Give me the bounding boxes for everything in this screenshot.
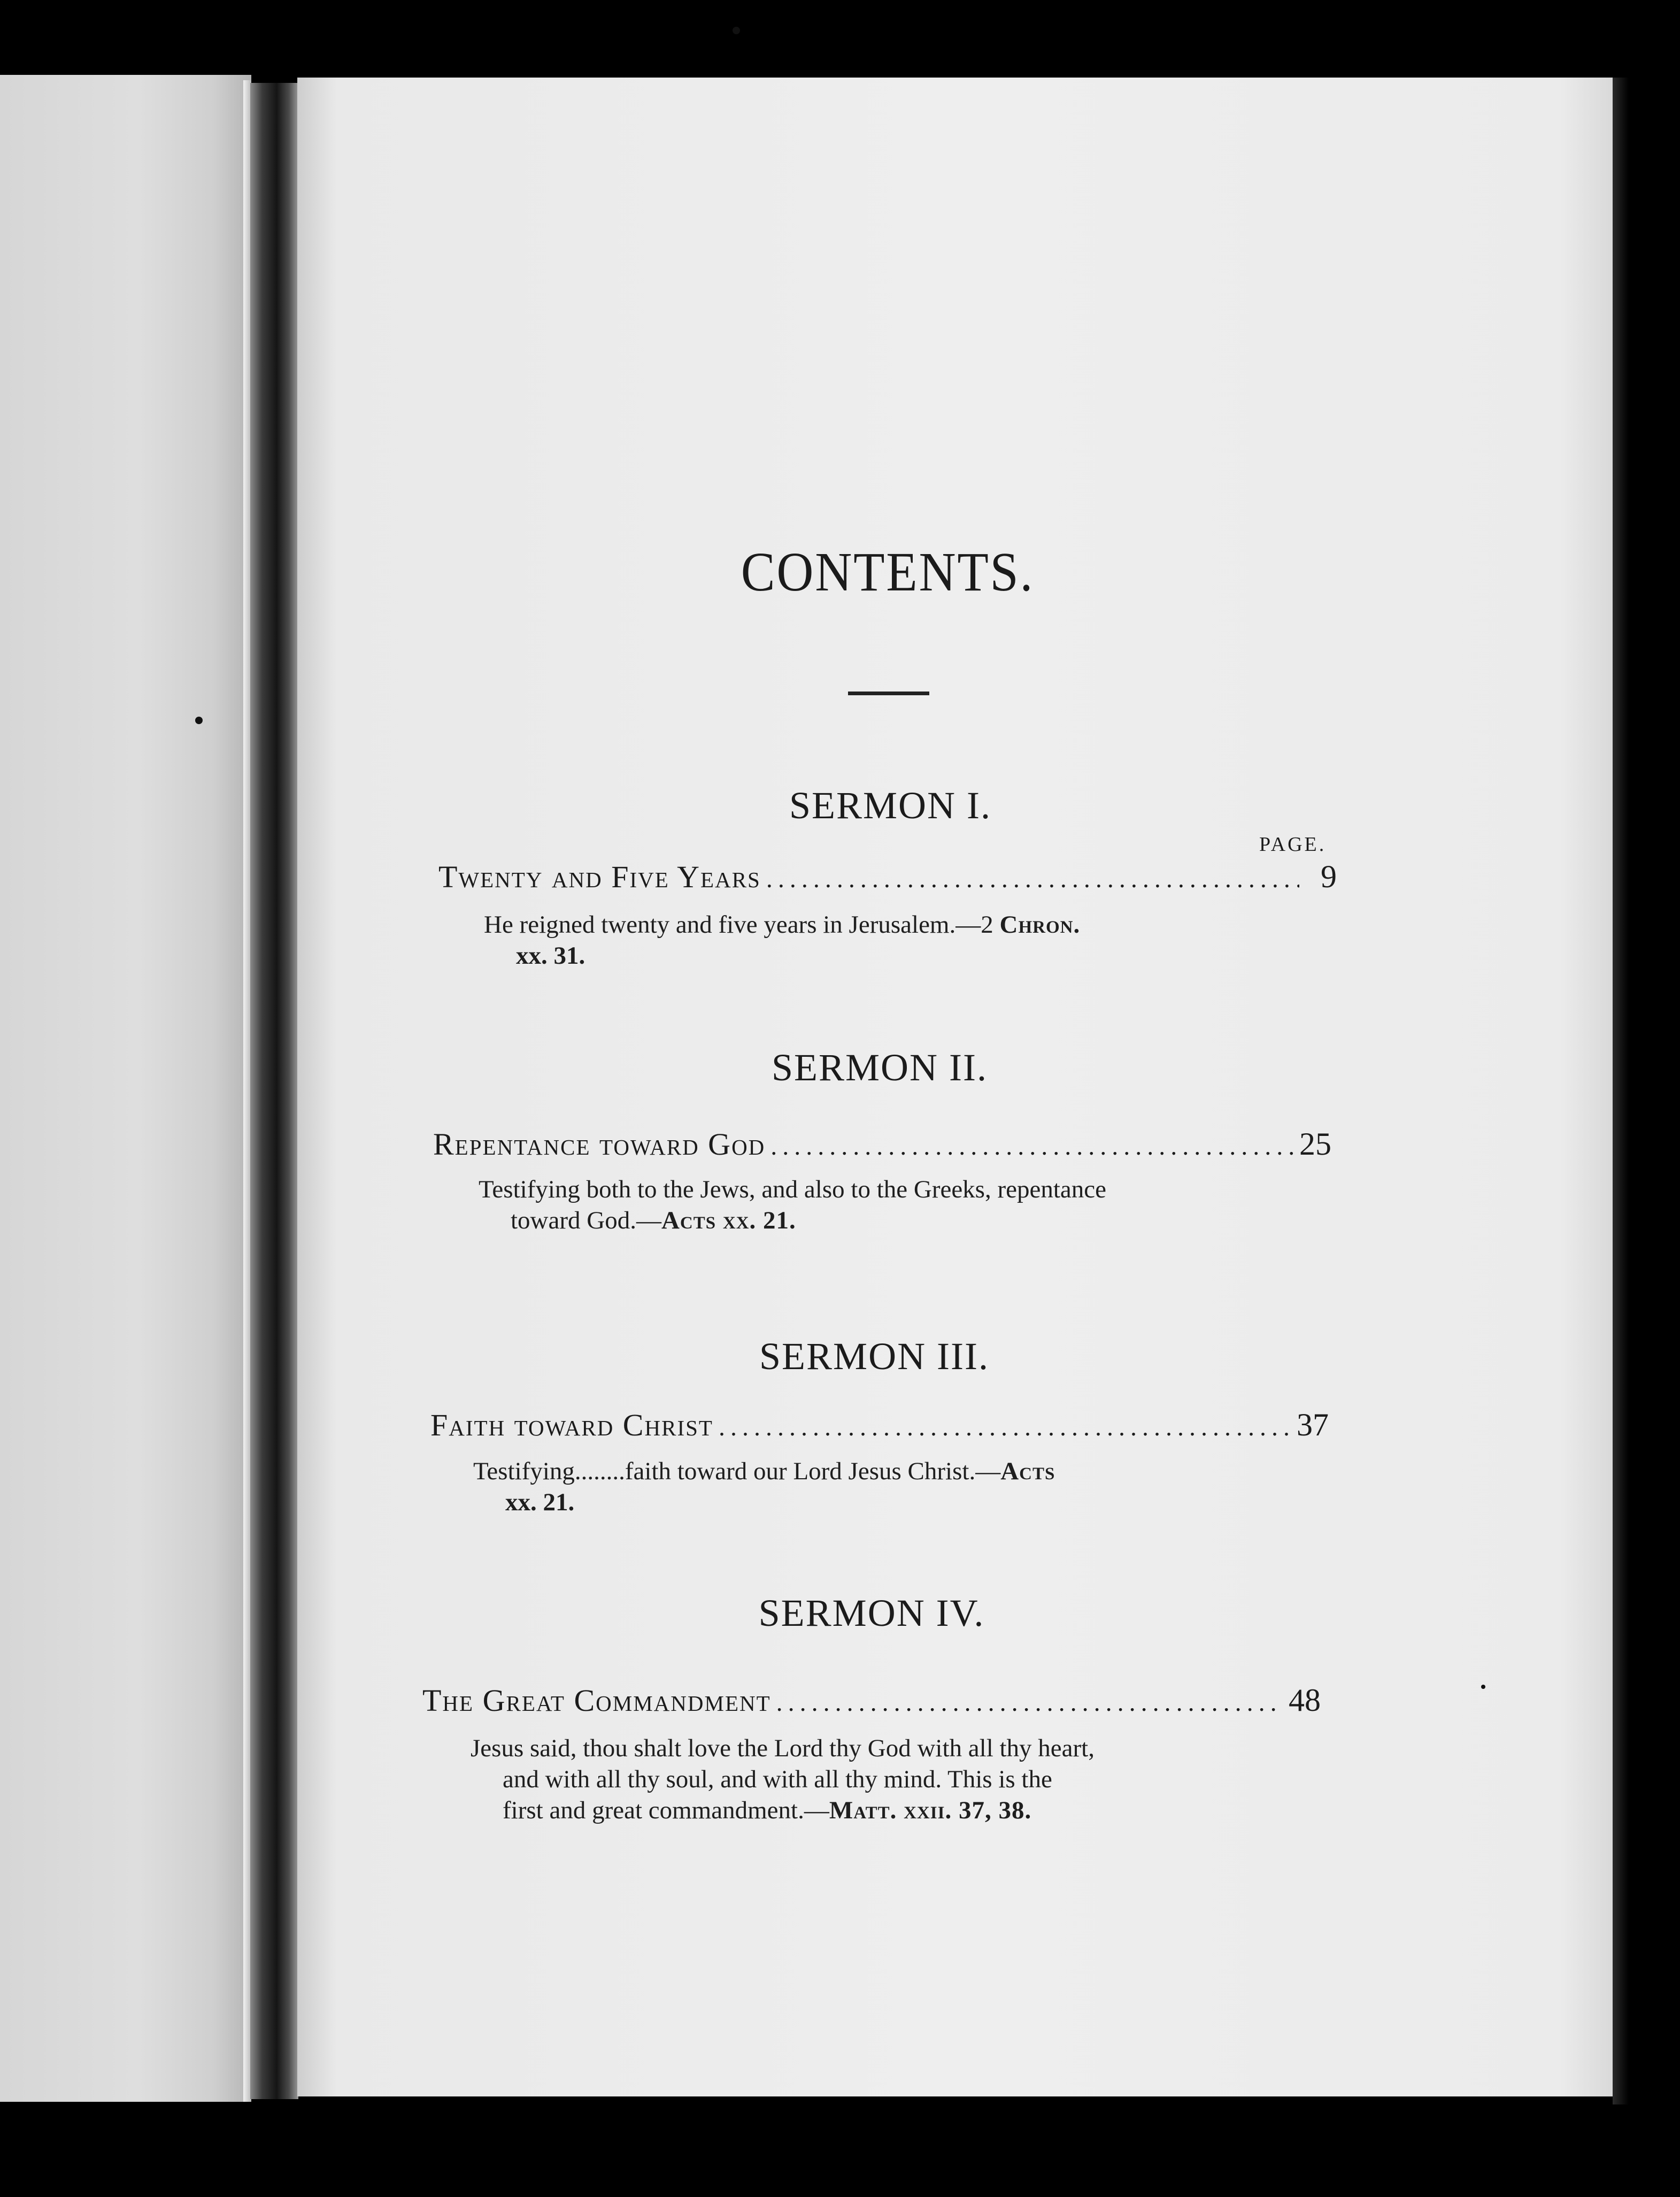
epigraph — [484, 909, 1286, 971]
epigraph — [479, 1174, 1334, 1236]
epigraph-text-cont: first and great commandment.— — [503, 1796, 829, 1824]
sermon-heading: SERMON IV. — [758, 1592, 985, 1634]
dot-leader — [719, 1412, 1291, 1442]
entry-page-number: 37 — [1297, 1407, 1329, 1442]
spine-edge — [243, 80, 251, 2102]
sermon-heading: SERMON I. — [789, 784, 992, 827]
left-page — [0, 75, 251, 2102]
epigraph — [473, 1456, 1329, 1518]
dot-leader — [766, 864, 1299, 894]
scripture-reference: Matt. xxii. 37, 38. — [829, 1796, 1032, 1824]
scripture-reference-cont: xx. 21. — [505, 1488, 575, 1516]
scripture-reference-cont: xx. 31. — [516, 942, 585, 970]
page-title: CONTENTS. — [741, 541, 1035, 603]
epigraph-text: Testifying........faith toward our Lord Jesus Christ.— — [473, 1457, 1001, 1485]
entry-page-number: 48 — [1289, 1683, 1321, 1718]
toc-entry[interactable] — [433, 1126, 1331, 1163]
dust-speck — [733, 27, 740, 34]
page-edge-shadow — [1613, 78, 1629, 2104]
dust-speck — [195, 717, 203, 724]
toc-entry[interactable] — [438, 858, 1337, 895]
entry-title: Faith toward Christ — [430, 1408, 713, 1442]
toc-entry[interactable] — [422, 1682, 1321, 1719]
scripture-reference: Acts — [1000, 1457, 1055, 1485]
dust-speck — [1481, 1685, 1485, 1689]
sermon-heading: SERMON III. — [759, 1335, 989, 1378]
toc-entry[interactable] — [430, 1407, 1329, 1443]
epigraph-text: Jesus said, thou shalt love the Lord thy God with all thy heart, — [471, 1734, 1095, 1762]
scripture-reference: Acts xx. 21. — [661, 1207, 796, 1234]
entry-title: Twenty and Five Years — [438, 859, 761, 894]
sermon-heading: SERMON II. — [771, 1046, 988, 1089]
epigraph-text: Testifying both to the Jews, and also to the Greeks, repentance — [479, 1176, 1106, 1203]
entry-page-number: 9 — [1321, 859, 1337, 894]
epigraph-text-cont: toward God.— — [511, 1207, 661, 1234]
epigraph-text: He reigned twenty and five years in Jerusalem.—2 — [484, 911, 1000, 939]
epigraph — [471, 1733, 1337, 1826]
scripture-reference: Chron. — [999, 911, 1081, 939]
entry-title: The Great Commandment — [422, 1683, 771, 1718]
page-column-label: PAGE. — [1259, 833, 1327, 856]
entry-page-number: 25 — [1299, 1126, 1331, 1162]
entry-title: Repentance toward God — [433, 1127, 766, 1162]
epigraph-text-cont: and with all thy soul, and with all thy mind. This is the — [503, 1765, 1052, 1793]
title-rule — [848, 692, 929, 695]
book-spine — [250, 83, 298, 2099]
dot-leader — [776, 1688, 1283, 1717]
dot-leader — [770, 1132, 1294, 1161]
